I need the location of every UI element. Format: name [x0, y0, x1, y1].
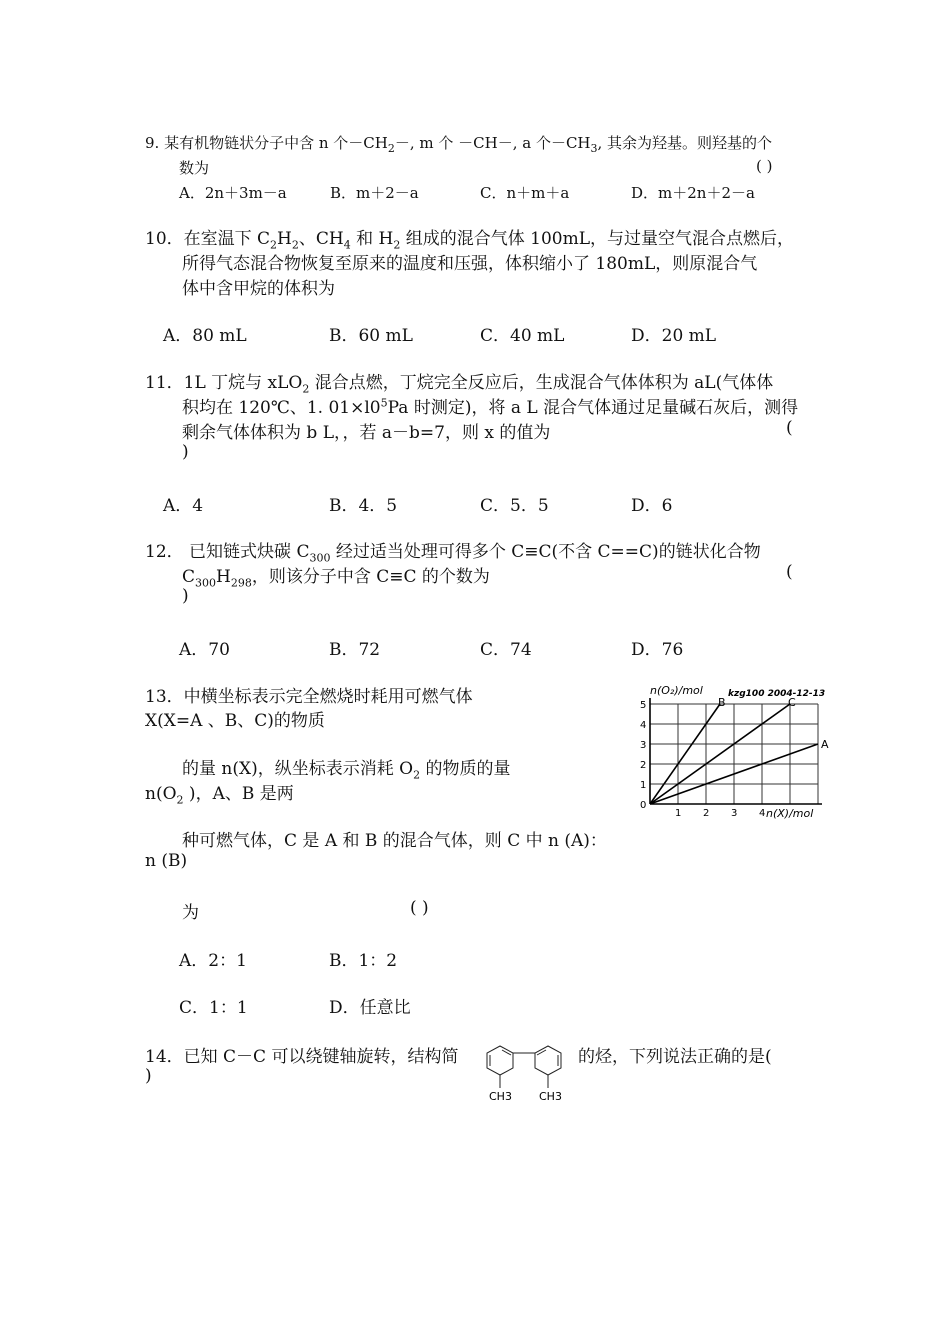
left-methyl-label: CH3: [489, 1090, 512, 1103]
q11-option-c: C．5．5: [480, 496, 549, 516]
q13-option-d: D．任意比: [329, 998, 411, 1018]
q11-option-a: A．4: [163, 496, 204, 516]
dimethylbiphenyl-structure: [475, 1040, 575, 1108]
q10-option-d: D．20 mL: [631, 326, 717, 346]
q12-text: 经过适当处理可得多个 C≡C(不含 C==C)的链状化合物: [330, 542, 761, 562]
y-tick-label: 0: [640, 800, 647, 811]
q13-text: )，A、B 是两: [183, 784, 294, 804]
q11-sub: 2: [302, 382, 310, 396]
q11-option-d: D．6: [631, 496, 673, 516]
x-tick-label: 2: [703, 808, 710, 819]
q9-option-d: D．m＋2n＋2－a: [631, 184, 755, 202]
chart-series: [650, 696, 829, 804]
q10-option-b: B．60 mL: [329, 326, 413, 346]
q9-option-c: C．n＋m＋a: [480, 184, 570, 202]
q14-line1-b: 的烃，下列说法正确的是(: [578, 1047, 772, 1067]
series-line-b: [650, 704, 720, 804]
q12-text: 12． 已知链式炔碳 C: [145, 542, 310, 562]
q12-option-a: A．70: [179, 640, 230, 660]
q13-line5: 种可燃气体，C 是 A 和 B 的混合气体，则 C 中 n (A)：: [182, 831, 607, 851]
right-benzene-ring: [535, 1046, 561, 1075]
q13-line1: 13．中横坐标表示完全燃烧时耗用可燃气体: [145, 687, 473, 707]
q10-line3: 体中含甲烷的体积为: [182, 279, 335, 299]
q13-text: 的物质的量: [420, 759, 511, 779]
q11-text: 混合点燃，丁烷完全反应后，生成混合气体体积为 aL(气体体: [309, 373, 774, 393]
q13-answer-paren: ( ): [410, 898, 429, 918]
q11-text: 积均在 120℃、1. 01×l0: [182, 398, 381, 418]
q10-sub: 2: [270, 238, 278, 252]
q12-option-c: C．74: [480, 640, 532, 660]
y-tick-label: 2: [640, 760, 647, 771]
q10-text: 、CH: [298, 229, 344, 249]
q9-answer-paren: ( ): [756, 157, 773, 175]
q12-text: C: [182, 567, 196, 587]
q11-line2: [182, 393, 798, 418]
q10-text: 10．在室温下 C: [145, 229, 271, 249]
q11-line3: 剩余气体体积为 b L，，若 a－b=7，则 x 的值为: [182, 423, 551, 443]
q13-line6: n (B): [145, 851, 188, 871]
q12-sub: 298: [230, 576, 252, 590]
q14-line2: ): [145, 1066, 152, 1086]
q12-option-d: D．76: [631, 640, 684, 660]
q11-option-b: B．4．5: [329, 496, 398, 516]
x-tick-label: 4: [759, 808, 766, 819]
q13-line4: [145, 779, 294, 807]
y-tick-label: 3: [640, 740, 647, 751]
q10-option-a: A．80 mL: [163, 326, 247, 346]
q9-sub: 2: [387, 142, 395, 155]
series-label-c: C: [788, 696, 796, 709]
y-tick-label: 5: [640, 700, 647, 711]
q11-paren-open: (: [786, 418, 793, 438]
q13-line7: 为: [182, 903, 199, 923]
y-tick-label: 1: [640, 780, 647, 791]
q13-line3: [182, 754, 511, 782]
chart-x-label: n(X)/mol: [766, 807, 814, 820]
chart-y-label: n(O₂)/mol: [650, 684, 703, 697]
q13-sub: 2: [176, 793, 184, 807]
q12-line1: [145, 537, 761, 565]
q12-option-b: B．72: [329, 640, 381, 660]
q13-option-a: A．2：1: [179, 951, 247, 971]
right-methyl-label: CH3: [539, 1090, 562, 1103]
q12-line2: [182, 562, 490, 590]
q10-line1: [145, 224, 795, 252]
q13-chart: [638, 683, 838, 823]
q11-text: 11．1L 丁烷与 xLO: [145, 373, 303, 393]
q11-sup: 5: [380, 396, 388, 410]
q9-option-b: B．m＋2－a: [330, 184, 419, 202]
q12-text: H: [216, 567, 231, 587]
q13-option-b: B．1：2: [329, 951, 398, 971]
q9-text: , 其余为羟基。则羟基的个: [597, 134, 773, 152]
chart-watermark: kzg100 2004-12-13: [728, 689, 826, 699]
q12-sub: 300: [195, 576, 217, 590]
series-label-a: A: [821, 738, 829, 751]
q12-paren-open: (: [786, 562, 793, 582]
series-label-b: B: [718, 696, 726, 709]
q10-sub: 2: [393, 238, 401, 252]
q10-option-c: C．40 mL: [480, 326, 565, 346]
x-tick-label: 3: [731, 808, 738, 819]
q13-text: 的量 n(X)，纵坐标表示消耗 O: [182, 759, 414, 779]
q13-text: n(O: [145, 784, 177, 804]
q9-option-a: A．2n＋3m－a: [179, 184, 287, 202]
q12-paren-close: ): [182, 586, 189, 606]
y-tick-label: 4: [640, 720, 647, 731]
q10-text: 和 H: [350, 229, 394, 249]
q12-text: ，则该分子中含 C≡C 的个数为: [251, 567, 490, 587]
q11-line1: [145, 368, 774, 396]
q9-text: －, m 个 －CH－, a 个－CH: [394, 134, 591, 152]
q13-sub: 2: [413, 768, 421, 782]
q11-text: Pa 时测定)，将 a L 混合气体通过足量碱石灰后，测得: [387, 398, 799, 418]
q10-line2: 所得气态混合物恢复至原来的温度和压强，体积缩小了 180mL，则原混合气: [182, 254, 758, 274]
q9-sub: 3: [590, 142, 598, 155]
q10-text: H: [277, 229, 292, 249]
q10-sub: 2: [291, 238, 299, 252]
series-line-c: [650, 704, 790, 804]
q10-text: 组成的混合气体 100mL，与过量空气混合点燃后，: [400, 229, 795, 249]
x-tick-label: 1: [675, 808, 682, 819]
left-benzene-ring: [487, 1046, 513, 1075]
q10-sub: 4: [343, 238, 351, 252]
q11-paren-close: ): [182, 442, 189, 462]
q9-line1: [145, 132, 772, 153]
q13-option-c: C．1：1: [179, 998, 248, 1018]
q14-line1-a: 14．已知 C－C 可以绕键轴旋转，结构简: [145, 1047, 459, 1067]
q9-line2: 数为: [179, 159, 210, 177]
q9-text: 9. 某有机物链状分子中含 n 个－CH: [145, 134, 388, 152]
q12-sub: 300: [309, 551, 331, 565]
q13-line2: X(X=A 、B、C)的物质: [145, 711, 325, 731]
